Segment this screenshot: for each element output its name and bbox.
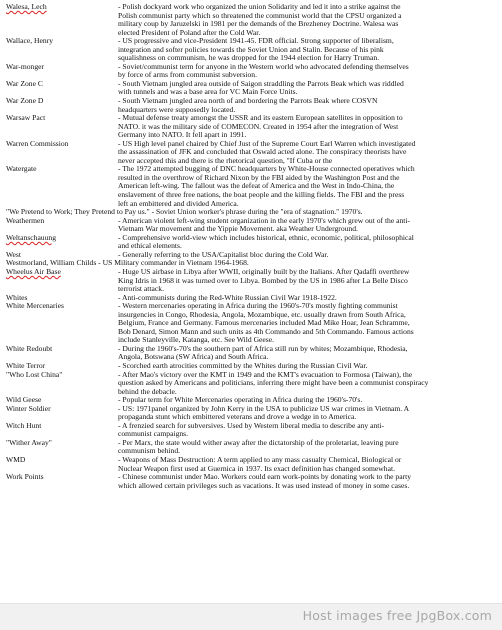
glossary-term: "Who Lost China": [6, 369, 63, 379]
glossary-entry: [6, 140, 498, 166]
glossary-entry: [6, 439, 498, 456]
glossary-definition: - During the 1960's-70's the southern part of Africa still run by whites; Mozambique, Rhodesia, Angola, Botswana (SW Africa) and South Africa.: [118, 343, 408, 362]
glossary-term: Watergate: [6, 164, 37, 174]
glossary-definition: - US: 1971panel organized by John Kerry in the USA to publicize US war crimes in Vietnam. A propaganda stunt which embittered veterans and drove a wedge in to America.: [118, 403, 410, 422]
glossary-entry: [6, 217, 498, 234]
glossary-term: Work Points: [6, 472, 44, 482]
glossary-entry: [6, 3, 498, 37]
watermark-text: Host images free JpgBox.com: [302, 608, 492, 623]
glossary-entry: [6, 456, 498, 473]
glossary-entry: [6, 80, 498, 97]
glossary-entry: [6, 371, 498, 397]
glossary-term: Walesa, Lech: [6, 2, 47, 11]
glossary-term: "Wither Away": [6, 437, 52, 447]
glossary-definition: - US High level panel chaired by Chief Just of the Supreme Court Earl Warren which investigated the assassination of JFK and concluded that Oswald acted alone. The conspiracy theorists have never accepted this and there is the rhetorical question, "If Cuba or the: [118, 138, 416, 165]
glossary-definition: - Anti-communists during the Red-White Russian Civil War 1918-1922.: [118, 292, 337, 302]
glossary-entry: [6, 165, 498, 208]
glossary-term: White Mercenaries: [6, 301, 64, 311]
glossary-entry: [6, 345, 498, 362]
glossary-list: [6, 3, 498, 490]
glossary-definition: - Mutual defense treaty amongst the USSR and its eastern European satellites in opposition to NATO. it was the military side of COMECON. Created in 1954 after the integration of West Germany into NATO. It fell apart in 1991.: [118, 113, 403, 140]
glossary-definition: - South Vietnam jungled area outside of Saigon straddling the Parrots Beak which was riddled with tunnels and was a base area for VC Main Force Units.: [118, 78, 404, 97]
watermark-bar: [0, 603, 502, 630]
glossary-term: Warsaw Pact: [6, 113, 46, 123]
glossary-entry: [6, 97, 498, 114]
glossary-entry: [6, 302, 498, 345]
glossary-term: Warren Commission: [6, 138, 69, 148]
glossary-entry: [6, 234, 498, 251]
glossary-definition: - Polish dockyard work who organized the union Solidarity and led it into a strike against the Polish communist party which so threatened the communist world that the CPSU organized a military coup by Jaruzelski in 1981 per the demands of the Brezheney Doctrine. Walesa was elected President of Poland after the Cold War.: [118, 2, 402, 37]
glossary-term: White Terror: [6, 360, 46, 370]
glossary-term: Wallace, Henry: [6, 36, 54, 46]
glossary-term: Weltanschauung: [6, 232, 56, 242]
glossary-term: WMD: [6, 454, 26, 464]
glossary-term: Witch Hunt: [6, 420, 42, 430]
glossary-full-line: "We Pretend to Work; They Pretend to Pay us." - Soviet Union worker's phrase during the "era of stagnation." 1970's.: [6, 207, 363, 217]
glossary-definition: - Weapons of Mass Destruction: A term applied to any mass casualty Chemical, Biological or Nuclear Weapon first used at Guernica in 1937. Its exact definition has changed somewhat.: [118, 454, 402, 473]
glossary-definition: - Popular term for White Mercenaries operating in Africa during the 1960's-70's.: [118, 395, 363, 405]
glossary-entry: [6, 37, 498, 63]
glossary-entry: [6, 422, 498, 439]
glossary-term: Whites: [6, 292, 28, 302]
glossary-term: West: [6, 249, 21, 259]
glossary-entry: [6, 63, 498, 80]
glossary-definition: - Generally referring to the USA/Capitalist bloc during the Cold War.: [118, 249, 329, 259]
glossary-definition: - South Vietnam jungled area north of and bordering the Parrots Beak where COSVN headquarters were supposedly located.: [118, 96, 378, 114]
glossary-full-line: Westmorland, William Childs - US Military commander in Vietnam 1964-1968.: [6, 258, 249, 268]
glossary-definition: - Huge US airbase in Libya after WWII, originally built by the Italians. After Qadaffi overthrew King Idris in 1968 it was turned over to Libya. Bombed by the US in 1986 after La Belle Disco terrorist attack.: [118, 266, 410, 294]
glossary-definition: - After Mao's victory over the KMT in 1949 and the KMT's evacuation to Formosa (Taiwan), the question asked by Americans and politicians, inferring there might have been a communist conspiracy behind the debacle.: [118, 369, 429, 396]
glossary-term: War Zone C: [6, 78, 43, 88]
glossary-term: White Redoubt: [6, 343, 53, 353]
glossary-term: Wild Geese: [6, 395, 42, 405]
glossary-term: War Zone D: [6, 96, 44, 106]
glossary-entry: [6, 114, 498, 140]
glossary-definition: - American violent left-wing student organization in the early 1970's which grew out of the anti- Vietnam War movement and the Yippie Movement. aka Weather Underground.: [118, 215, 411, 234]
glossary-entry: [6, 405, 498, 422]
glossary-definition: - Comprehensive world-view which includes historical, ethnic, economic, political, philosophical and ethical elements.: [118, 232, 414, 251]
glossary-term: Weathermen: [6, 215, 45, 225]
glossary-definition: - Soviet/communist term for anyone in the Western world who advocated defending themselves by force of arms from communist subversion.: [118, 61, 409, 80]
glossary-definition: - A frenzied search for subversives. Used by Western liberal media to describe any anti- communist campaigns.: [118, 420, 384, 439]
glossary-term: Wheelus Air Base: [6, 266, 61, 276]
glossary-definition: - The 1972 attempted bugging of DNC headquarters by White-House connected operatives which resulted in the overthrow of Richard Nixon by the FBI aided by the Washington Post and the American left-wing. The fallout was the defeat of America and the West in Indo-China, the enslavement of three free nations, the boat people and the killing fields. The FBI and the press left an embittered and divided America.: [118, 164, 415, 208]
glossary-definition: - Per Marx, the state would wither away after the dictatorship of the proletariat, leaving pure communism behind.: [118, 437, 399, 456]
glossary-entry: [6, 268, 498, 294]
glossary-definition: - Chinese communist under Mao. Workers could earn work-points by donating work to the party which allowed certain privileges such as vacations. It was used instead of money in some cases.: [118, 472, 412, 490]
glossary-definition: - US progressive and vice-President 1941-45. FDR official. Strong supporter of liberalism, integration and softer policies towards the Soviet Union and Stalin. Because of his pink squalishness on communism, he was dropped for the 1944 election for Harry Truman.: [118, 36, 394, 63]
glossary-entry: [6, 473, 498, 490]
glossary-term: War-monger: [6, 61, 45, 71]
glossary-definition: - Western mercenaries operating in Africa during the 1960's-70's mostly fighting communist insurgencies in Congo, Rhodesia, Angola, Mozambique, etc. usually drawn from South Africa, Belgium, France and Germany. Famous mercenaries included Mad Mike Hoar, Jean Schramme, Bob Denard, Simon Mann and such units as 4th Commando and 5th Commando. Famous actions include Stanleyville, Katanga, etc. See Wild Geese.: [118, 301, 414, 345]
glossary-term: Winter Soldier: [6, 403, 51, 413]
glossary-definition: - Scorched earth atrocities committed by the Whites during the Russian Civil War.: [118, 360, 368, 370]
